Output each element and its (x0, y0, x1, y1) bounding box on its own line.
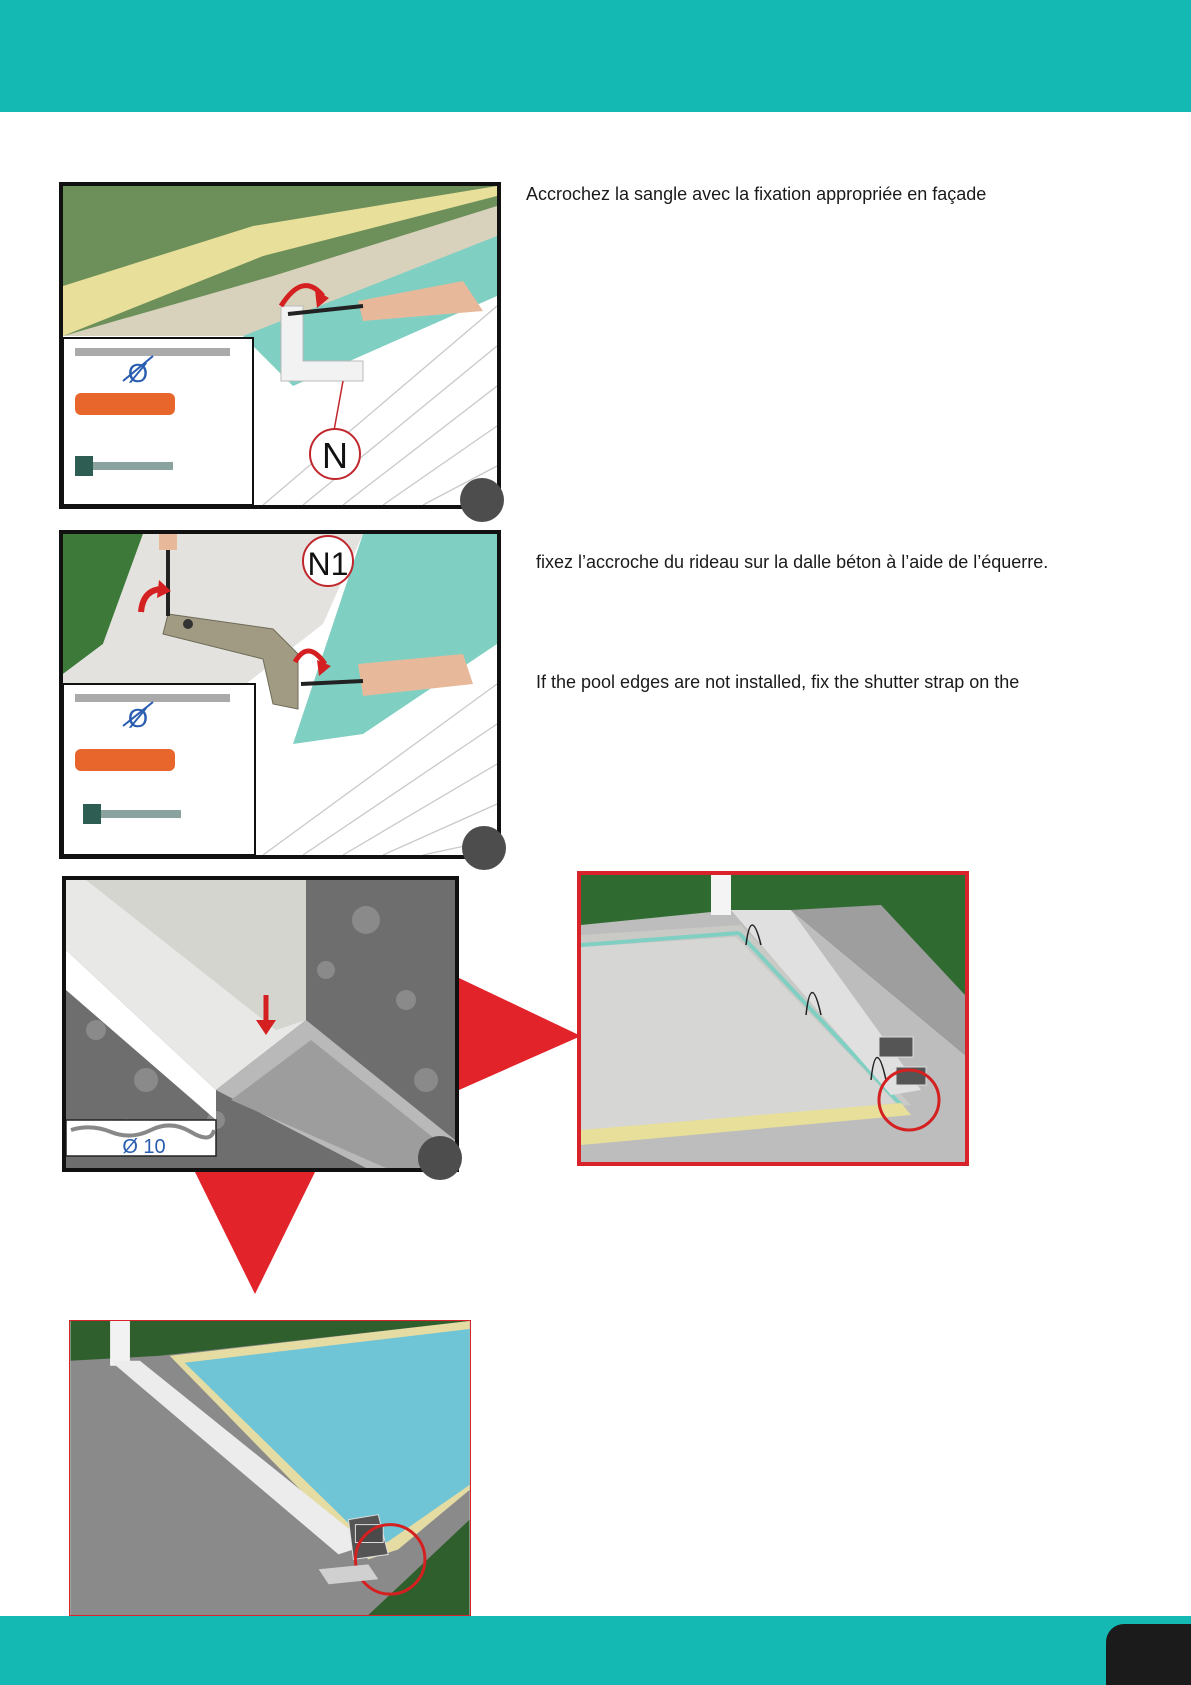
diameter-symbol: Ø (127, 358, 149, 388)
illustration-roller-box-drawing (66, 880, 455, 1168)
illustration-pool-strap-detail-drawing (70, 1321, 470, 1615)
panel1-label: N (322, 435, 348, 476)
illustration-curtain-hook (59, 530, 501, 859)
footer-band (0, 1616, 1191, 1685)
diameter-symbol-2: Ø (127, 703, 149, 733)
instruction-step2-en: If the pool edges are not installed, fix the shutter strap on the (536, 672, 1020, 692)
panel2-label: N1 (307, 546, 349, 582)
illustration-pool-overview-drawing (581, 875, 965, 1162)
instruction-step1-fr: Accrochez la sangle avec la fixation appropriée en façade (526, 184, 987, 204)
panel3-drill-label: Ø 10 (122, 1136, 166, 1158)
header-band (0, 0, 1191, 112)
instruction-step2-fr: fixez l’accroche du rideau sur la dalle béton à l’aide de l’équerre. (536, 552, 1049, 572)
step-marker-1 (460, 478, 504, 522)
page-number-tab (1106, 1624, 1191, 1685)
illustration-curtain-hook-drawing (63, 534, 497, 855)
illustration-pool-overview (577, 871, 969, 1166)
illustration-pool-strap-detail (69, 1320, 471, 1616)
illustration-roller-box (62, 876, 459, 1172)
illustration-strap-facade (59, 182, 501, 509)
illustration-strap-facade-drawing (63, 186, 497, 505)
step-marker-3 (418, 1136, 462, 1180)
step-marker-2 (462, 826, 506, 870)
red-arrow-down (195, 1172, 315, 1294)
red-arrow-right (459, 978, 581, 1090)
